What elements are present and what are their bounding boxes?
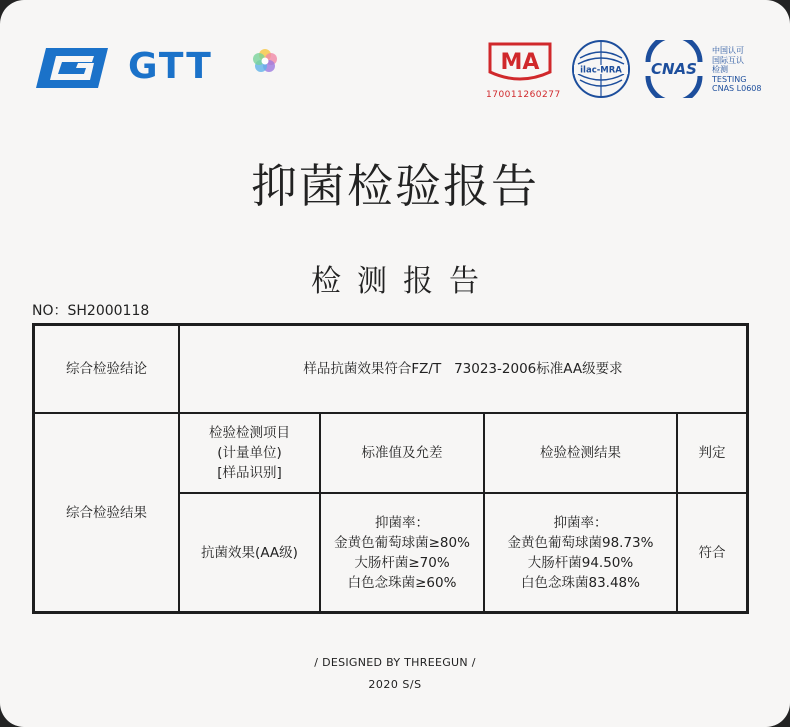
header-standard: 标准值及允差 (361, 445, 443, 461)
gtt-logo-mark (36, 48, 108, 88)
row-item: 抗菌效果(AA级) (201, 544, 298, 561)
conclusion-label: 综合检验结论 (66, 361, 147, 377)
ilac-mra-logo (570, 38, 632, 100)
report-number: NO：SH2000118 (32, 303, 150, 319)
conclusion-value: 样品抗菌效果符合FZ/T 73023-2006标准AA级要求 (303, 361, 623, 377)
row-result: 抑菌率： 金黄色葡萄球菌98.73% 大肠杆菌94.50% 白色念珠菌83.48% (507, 514, 654, 591)
flower-icon (250, 46, 280, 76)
header-item: 检验检测项目 (计量单位) [样品识别] (209, 425, 290, 481)
header-judgement: 判定 (698, 445, 726, 461)
svg-text:MA: MA (500, 50, 540, 75)
footer-designer: / DESIGNED BY THREEGUN / (314, 656, 476, 669)
report-subtitle: 检测报告 (311, 264, 495, 299)
cnas-side-text: 中国认可 国际互认 检测 TESTING CNAS L0608 (712, 46, 762, 93)
ma-certification-logo (486, 42, 554, 82)
svg-text:CNAS: CNAS (651, 60, 697, 78)
row-judgement: 符合 (698, 544, 726, 561)
svg-text:ilac-MRA: ilac-MRA (580, 65, 622, 76)
brand-name: GTT (128, 46, 213, 87)
results-table (32, 323, 749, 614)
page-title: 抑菌检验报告 (251, 159, 539, 213)
ma-number: 170011260277 (486, 90, 561, 100)
header-result: 检验检测结果 (540, 445, 621, 461)
cnas-logo (642, 40, 706, 98)
footer-season: 2020 S/S (368, 678, 422, 691)
result-label: 综合检验结果 (66, 504, 147, 521)
row-standard: 抑菌率： 金黄色葡萄球菌≥80% 大肠杆菌≥70% 白色念珠菌≥60% (334, 514, 470, 591)
